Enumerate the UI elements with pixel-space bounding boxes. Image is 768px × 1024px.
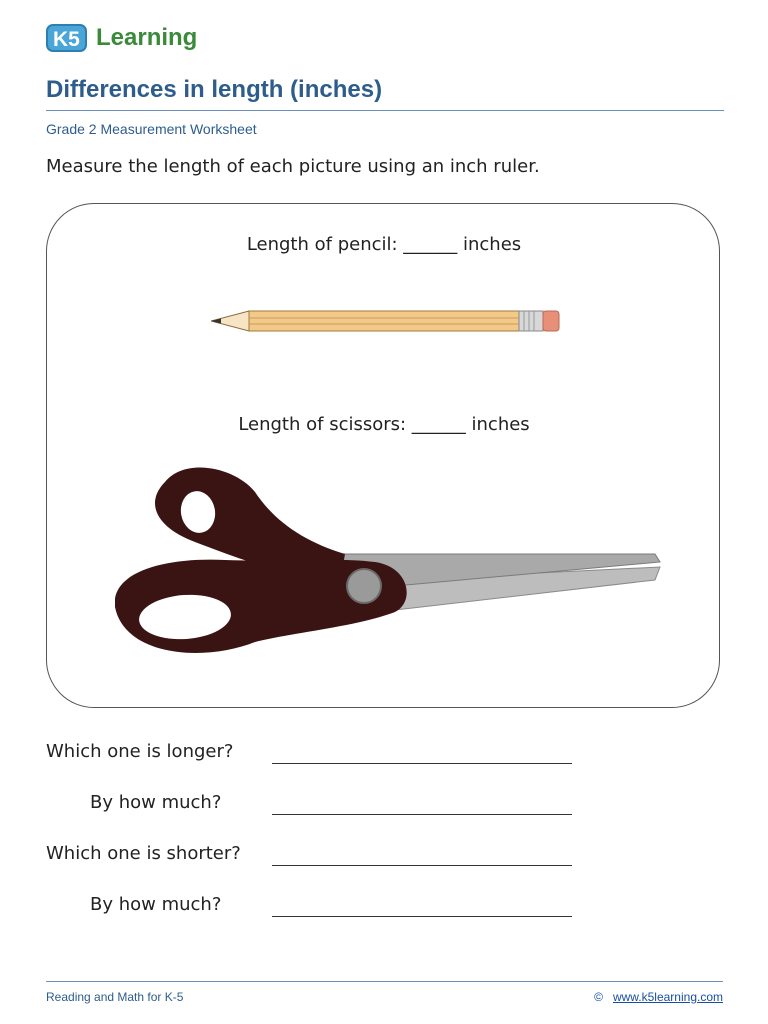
question-longer-label: Which one is longer?: [46, 741, 234, 762]
k5-learning-logo: [46, 14, 216, 58]
answer-line-longer-amount[interactable]: [272, 814, 572, 815]
question-longer-amount-label: By how much?: [90, 792, 222, 813]
pencil-icon: [211, 309, 561, 333]
answer-line-shorter-amount[interactable]: [272, 916, 572, 917]
page-subtitle: Grade 2 Measurement Worksheet: [46, 121, 257, 137]
logo-k5-badge: K5: [46, 24, 87, 52]
title-divider: [46, 110, 724, 111]
answer-line-shorter[interactable]: [272, 865, 572, 866]
instruction-text: Measure the length of each picture using an inch ruler.: [46, 156, 540, 177]
question-shorter-label: Which one is shorter?: [46, 843, 241, 864]
footer-tagline: Reading and Math for K-5: [46, 990, 184, 1004]
footer-credit: [594, 990, 723, 1004]
website-link[interactable]: www.k5learning.com: [612, 990, 723, 1004]
scissors-icon: [115, 462, 665, 672]
question-shorter-amount-label: By how much?: [90, 894, 222, 915]
answer-line-longer[interactable]: [272, 763, 572, 764]
copyright-symbol: ©: [594, 990, 603, 1004]
picture-panel: [46, 203, 720, 708]
scissors-length-label: Length of scissors: ______ inches: [238, 414, 530, 435]
pencil-length-label: Length of pencil: ______ inches: [246, 234, 522, 255]
page-title: Differences in length (inches): [46, 76, 383, 103]
footer-divider: [46, 981, 723, 982]
logo-wordmark: Learning: [96, 24, 198, 51]
